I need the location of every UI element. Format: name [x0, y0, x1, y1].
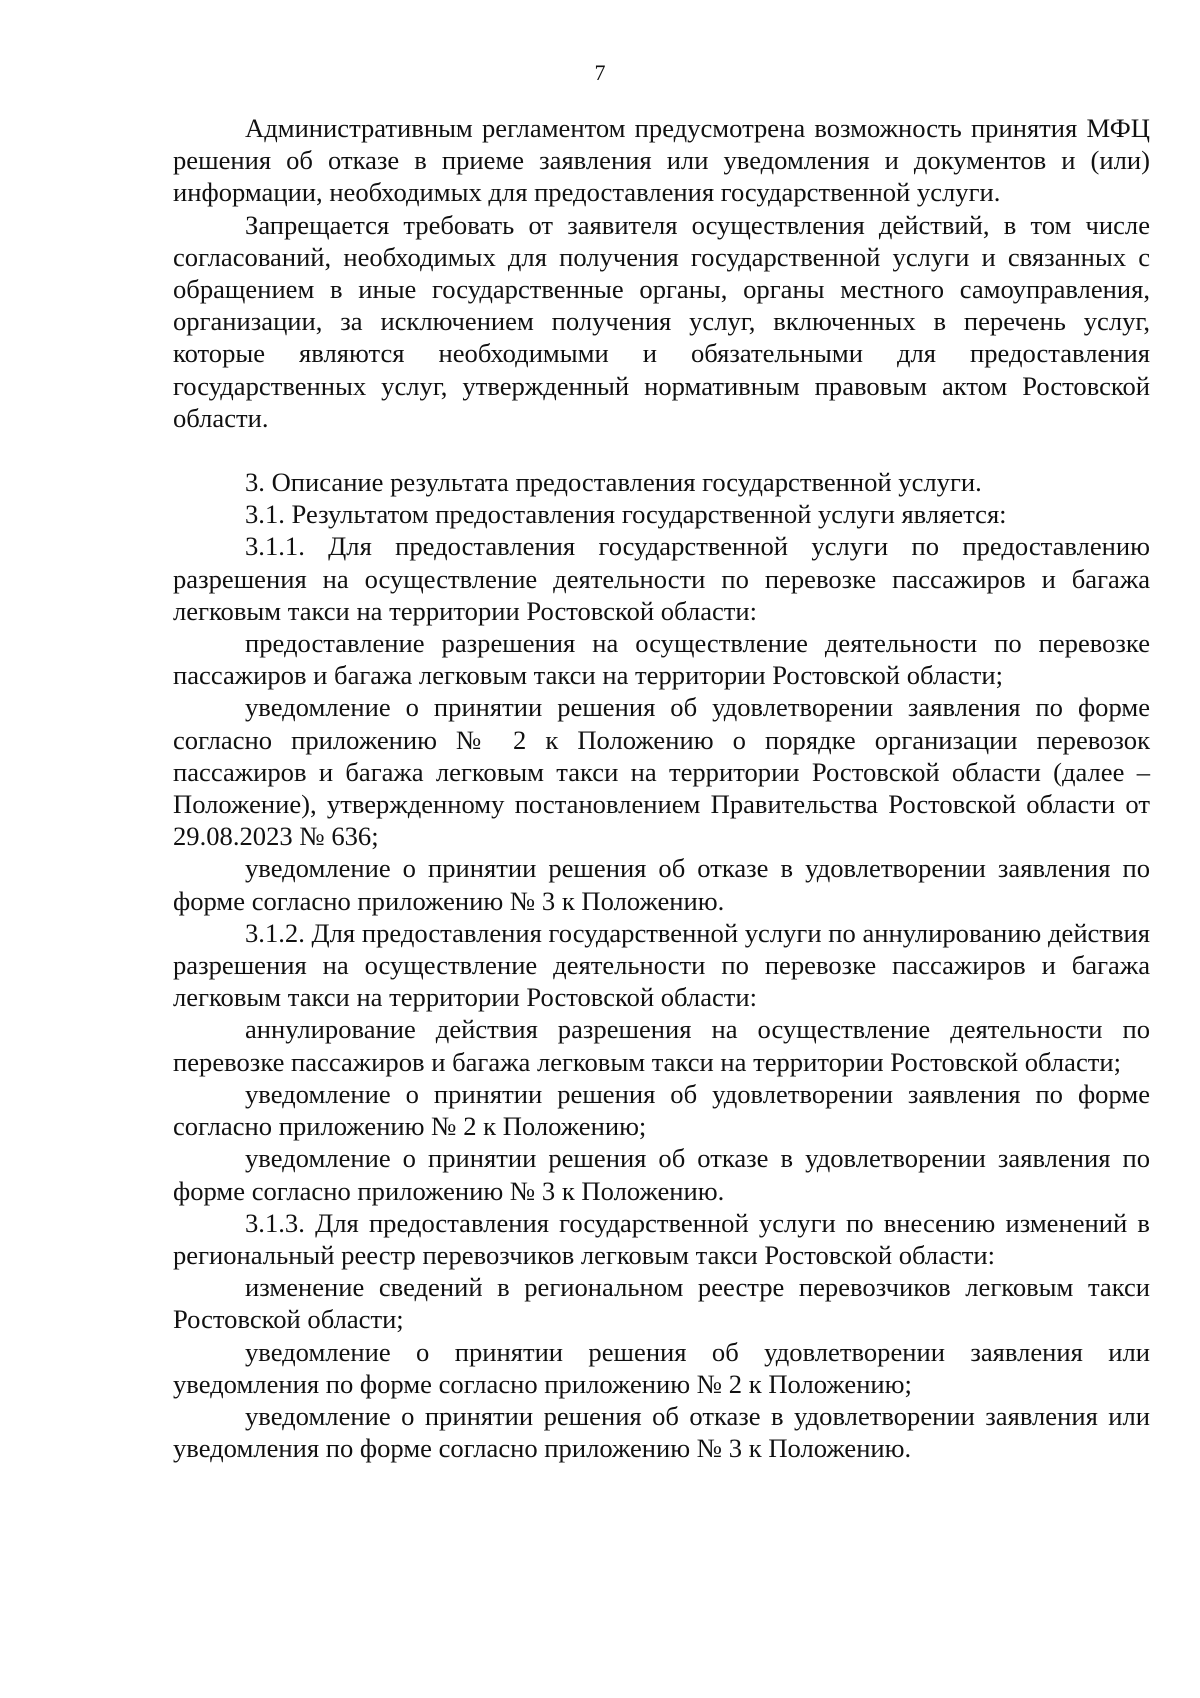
document-body	[173, 112, 1150, 1464]
paragraph-3-1: 3.1. Результатом предоставления государственной услуги является:	[245, 499, 1007, 530]
list-item-refusal-notice: уведомление о принятии решения об отказе в удовлетворении заявления по форме согласно приложению № 3 к Положению.	[173, 853, 1150, 916]
paragraph-3-1-3: 3.1.3. Для предоставления государственной услуги по внесению изменений в региональный реестр перевозчиков легковым такси Ростовской области:	[173, 1207, 1150, 1270]
list-item-refusal-notice: уведомление о принятии решения об отказе в удовлетворении заявления или уведомления по форме согласно приложению № 3 к Положению.	[173, 1400, 1150, 1464]
page-number: 7	[594, 60, 606, 85]
paragraph-3-1-1: 3.1.1. Для предоставления государственной услуги по предоставлению разрешения на осуществление деятельности по перевозке пассажиров и багажа легковым такси на территории Ростовской области:	[173, 531, 1150, 626]
paragraph-3-1-2: 3.1.2. Для предоставления государственной услуги по аннулированию действия разрешения на осуществление деятельности по перевозке пассажиров и багажа легковым такси на территории Ростовской области:	[173, 917, 1150, 1013]
list-item-approval-notice: уведомление о принятии решения об удовлетворении заявления или уведомления по форме согласно приложению № 2 к Положению;	[173, 1336, 1150, 1399]
paragraph-mfc-refusal: Административным регламентом предусмотрена возможность принятия МФЦ решения об отказе в приеме заявления или уведомления и документов и (или) информации, необходимых для предоставления государственной услуги.	[173, 113, 1150, 208]
section-heading-3: 3. Описание результата предоставления государственной услуги.	[245, 467, 982, 498]
list-item-permit-cancellation: аннулирование действия разрешения на осуществление деятельности по перевозке пассажиров и багажа легковым такси на территории Ростовской области;	[173, 1014, 1150, 1077]
paragraph-prohibition: Запрещается требовать от заявителя осуществления действий, в том числе согласований, необходимых для получения государственной услуги и связанных с обращением в иные государственные органы, органы местного самоуправления, организации, за исключением получения услуг, включенных в перечень услуг, которые являются необходимыми и обязательными для предоставления государственных услуг, утвержденный нормативным правовым актом Ростовской области.	[173, 209, 1150, 433]
list-item-permit-grant: предоставление разрешения на осуществление деятельности по перевозке пассажиров и багажа легковым такси на территории Ростовской области;	[173, 628, 1150, 691]
list-item-approval-notice: уведомление о принятии решения об удовлетворении заявления по форме согласно приложению № 2 к Положению;	[173, 1078, 1150, 1142]
list-item-registry-change: изменение сведений в региональном реестре перевозчиков легковым такси Ростовской области;	[173, 1272, 1150, 1335]
list-item-approval-notice: уведомление о принятии решения об удовлетворении заявления по форме согласно приложению № 2 к Положению о порядке организации перевозок пассажиров и багажа легковым такси на территории Ростовской области (далее – Положение), утвержденному постановлением Правительства Ростовской области от 29.08.2023 № 636;	[173, 692, 1150, 852]
section-gap	[173, 434, 1150, 466]
list-item-refusal-notice: уведомление о принятии решения об отказе в удовлетворении заявления по форме согласно приложению № 3 к Положению.	[173, 1143, 1150, 1206]
